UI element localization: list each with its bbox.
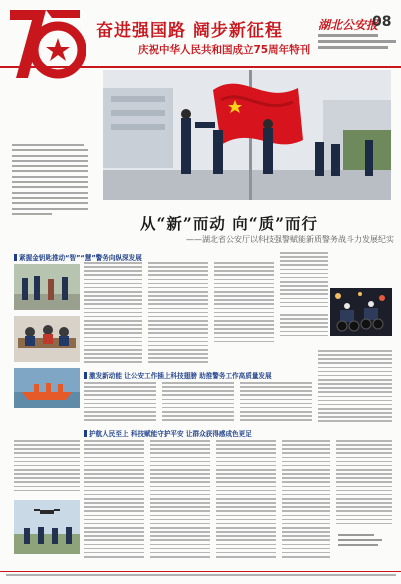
paper-name: 湖北公安报 [318, 18, 379, 32]
section-marker [84, 372, 87, 379]
section-1-column-5 [280, 314, 328, 339]
footer-imprint [6, 574, 396, 578]
photo-patrol [14, 264, 80, 310]
section-2-column-1 [84, 382, 156, 423]
section-2-column-4 [318, 350, 392, 425]
masthead [0, 0, 401, 64]
section-1-column-3 [214, 262, 274, 345]
section-2-column-3 [240, 382, 312, 423]
anniversary-75-logo [6, 4, 86, 82]
section-3-column-3 [150, 440, 210, 560]
page-number: 08 [372, 14, 392, 30]
section-heading-text: 紧握金钥匙推动“智”“慧”警务向纵深发展 [19, 254, 142, 262]
editor-credits [338, 534, 388, 549]
section-3-column-5 [282, 440, 330, 560]
section-marker [14, 254, 17, 261]
hero-photo-flag-raising [103, 70, 391, 200]
issue-meta [318, 34, 396, 52]
section-heading-text: 激发新动能 让公安工作插上科技翅膀 助推警务工作高质量发展 [89, 372, 272, 380]
section-3-column-4 [216, 440, 276, 560]
masthead-subheadline: 庆祝中华人民共和国成立75周年特刊 [138, 44, 311, 56]
section-heading-2 [84, 370, 272, 380]
section-3-column-6 [336, 440, 392, 527]
section-1-column-2 [148, 262, 208, 366]
footer-divider [0, 571, 401, 572]
photo-drone-team [14, 500, 80, 554]
masthead-headline: 奋进强国路 阔步新征程 [96, 21, 283, 41]
section-heading-text: 护航人民至上 科技赋能守护平安 让群众获得感成色更足 [89, 430, 252, 438]
section-3-column-2 [84, 440, 144, 560]
section-marker [84, 430, 87, 437]
photo-meeting [14, 316, 80, 362]
photo-rescue-boat [14, 368, 80, 408]
article-subtitle: ——湖北省公安厅以科技强警赋能新质警务战斗力发展纪实 [186, 235, 394, 244]
section-heading-3 [84, 428, 252, 438]
section-1-column-1 [84, 262, 142, 366]
photo-motorcycle-patrol [330, 288, 392, 336]
section-1-column-4 [280, 252, 328, 310]
article-title: 从“新”而动 向“质”而行 [140, 214, 319, 233]
section-2-column-2 [162, 382, 234, 423]
intro-paragraph [12, 144, 88, 210]
section-3-column-1 [14, 440, 80, 494]
masthead-divider [0, 66, 401, 68]
section-heading-1 [14, 252, 142, 262]
